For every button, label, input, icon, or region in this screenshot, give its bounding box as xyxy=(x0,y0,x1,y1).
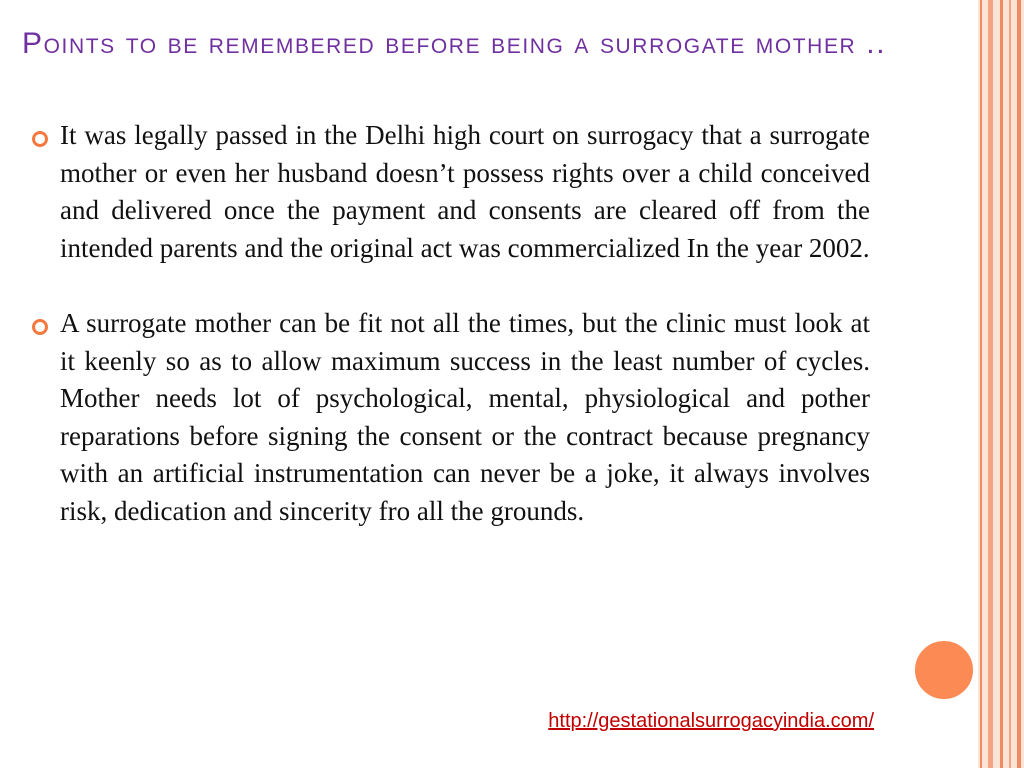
stripe-3 xyxy=(1000,0,1003,768)
footer-link[interactable]: http://gestationalsurrogacyindia.com/ xyxy=(548,710,874,732)
slide-title: Points to be remembered before being a surrogate mother .. xyxy=(22,27,887,60)
bullet-item-1 xyxy=(30,117,870,267)
decorative-stripes xyxy=(978,0,1024,768)
decorative-circle-icon xyxy=(913,639,975,701)
stripe-1 xyxy=(980,0,982,768)
stripe-4 xyxy=(1009,0,1011,768)
stripe-2 xyxy=(988,0,993,768)
bullet-list xyxy=(30,117,870,568)
stripe-5 xyxy=(1017,0,1021,768)
bullet-item-2 xyxy=(30,305,870,530)
bullet-text-2: A surrogate mother can be fit not all the times, but the clinic must look at it keenly so as to allow maximum success in the least number of cycles. Mother needs lot of psychological, mental, physiological and pother reparations before signing the consent or the contract because pregnancy with an artificial instrumentation can never be a joke, it always involves risk, dedication and sincerity fro all the grounds. xyxy=(60,308,870,526)
bullet-circle-icon xyxy=(32,131,48,147)
bullet-text-1: It was legally passed in the Delhi high court on surrogacy that a surrogate mother or even her husband doesn’t possess rights over a child conceived and delivered once the payment and consents are cleared off from the intended parents and the original act was commercialized In the year 2002. xyxy=(60,120,870,263)
bullet-circle-icon xyxy=(32,319,48,335)
